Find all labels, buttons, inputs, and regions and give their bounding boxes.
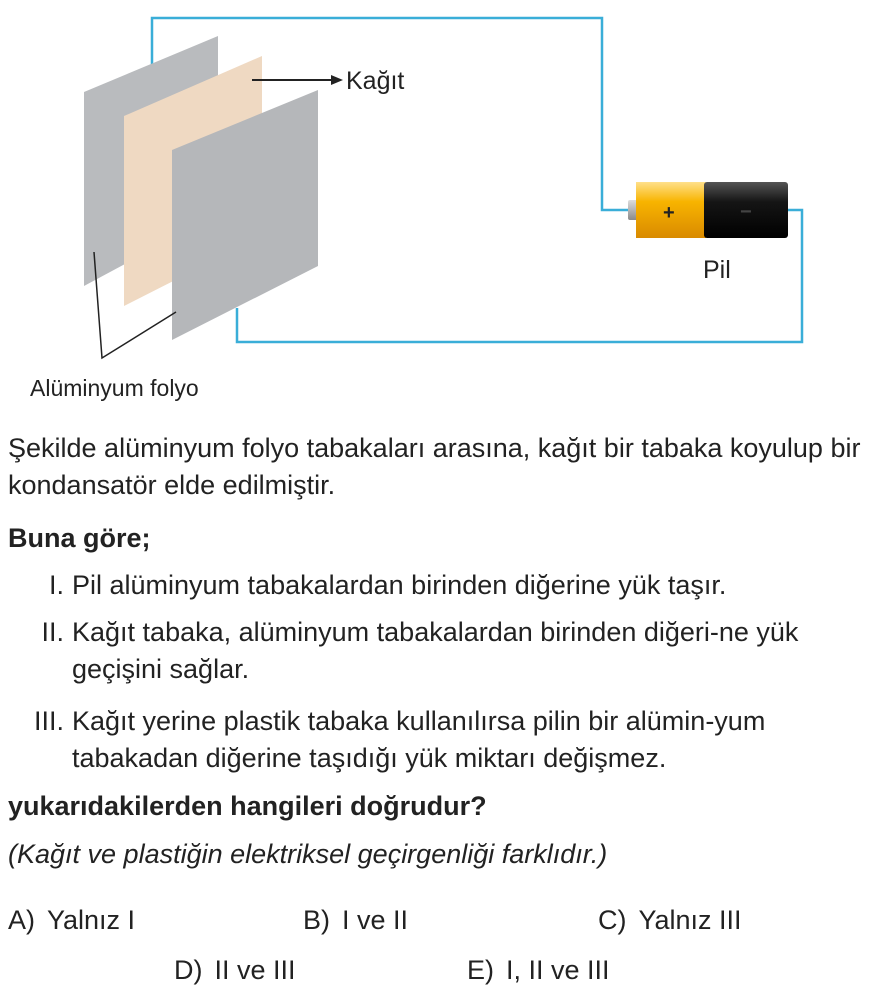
option-text: Yalnız I [47, 905, 136, 935]
statement-number: II. [41, 617, 64, 647]
question-note: (Kağıt ve plastiğin elektriksel geçirgenliği farklıdır.) [8, 839, 608, 869]
question-lead-in: Buna göre; [8, 523, 151, 553]
option-text: I ve II [342, 905, 409, 935]
battery [628, 182, 788, 238]
battery-label: Pil [703, 256, 731, 284]
paper-arrow-head [331, 75, 343, 85]
answer-option-a[interactable] [8, 902, 135, 939]
foil-label: Alüminyum folyo [30, 375, 199, 401]
question-prompt: yukarıdakilerden hangileri doğrudur? [8, 791, 487, 821]
battery-plus-sign: + [663, 202, 675, 224]
option-letter: E) [467, 955, 494, 985]
option-letter: D) [174, 955, 203, 985]
option-text: Yalnız III [638, 905, 742, 935]
answer-option-b[interactable] [303, 902, 408, 939]
paper-label: Kağıt [346, 67, 405, 95]
option-text: I, II ve III [506, 955, 610, 985]
option-text: II ve III [214, 955, 296, 985]
option-letter: B) [303, 905, 330, 935]
statement-number: I. [48, 570, 64, 600]
question-stem: Şekilde alüminyum folyo tabakaları arasına, kağıt bir tabaka koyulup bir kondansatör elde edilmiştir. [8, 433, 861, 500]
answer-option-c[interactable] [598, 902, 742, 939]
answer-option-d[interactable] [174, 952, 296, 989]
statement-text: Kağıt yerine plastik tabaka kullanılırsa pilin bir alümin-yum tabakadan diğerine taşıdığı yük miktarı değişmez. [72, 706, 766, 773]
option-letter: C) [598, 905, 627, 935]
option-letter: A) [8, 905, 35, 935]
statement-text: Pil alüminyum tabakalardan birinden diğerine yük taşır. [72, 570, 727, 600]
statement-number: III. [33, 706, 64, 736]
battery-minus-sign: − [740, 201, 752, 223]
answer-option-e[interactable] [467, 952, 610, 989]
statement-text: Kağıt tabaka, alüminyum tabakalardan birinden diğeri-ne yük geçişini sağlar. [72, 617, 799, 684]
capacitor-circuit-diagram [0, 0, 874, 420]
